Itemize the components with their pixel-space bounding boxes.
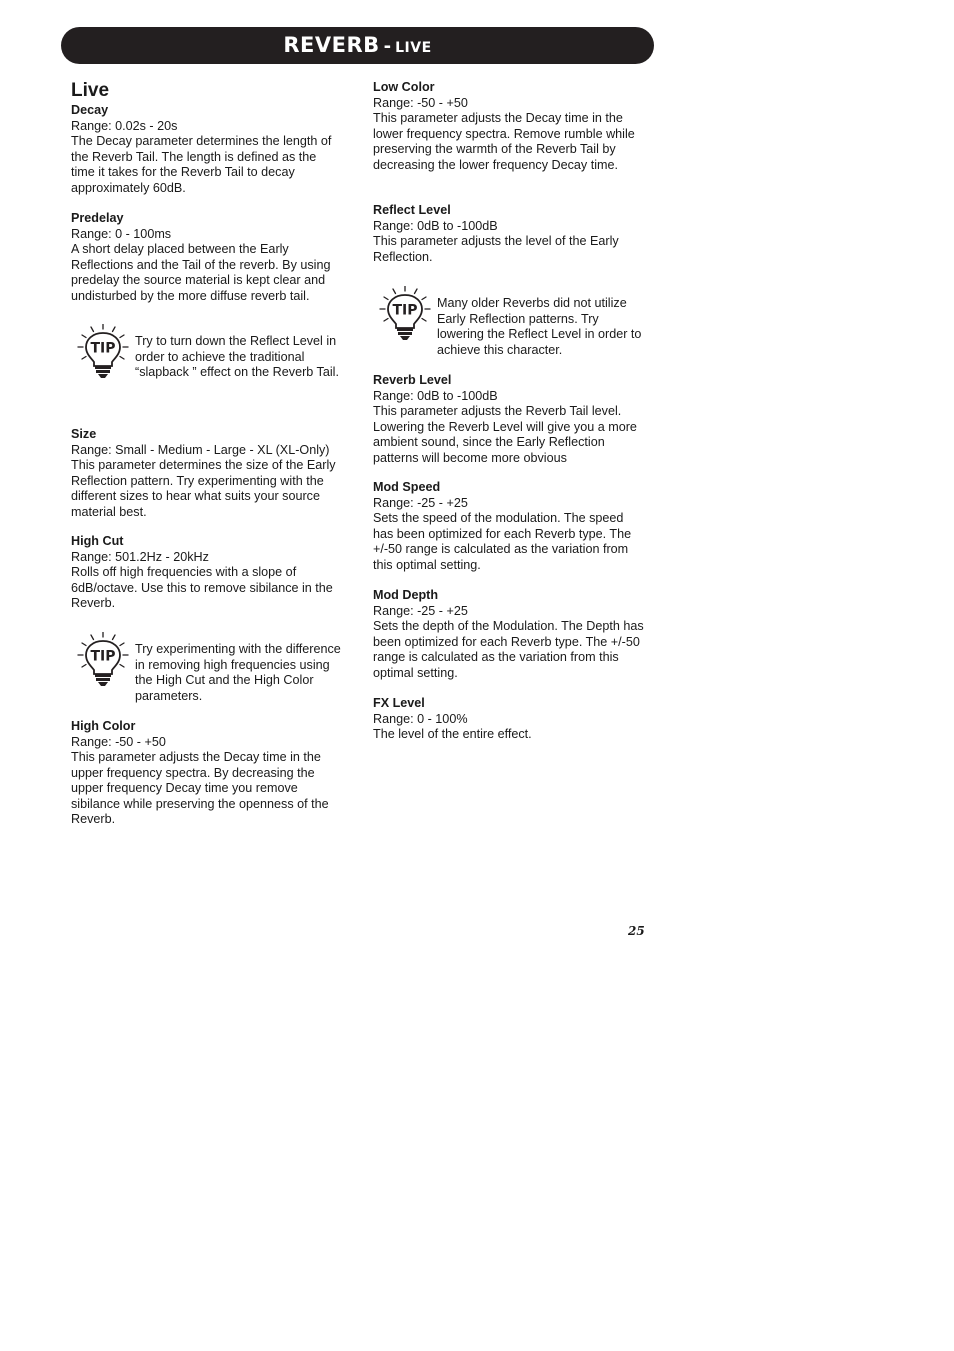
header-title: REVERB <box>283 33 380 57</box>
param-range: Range: -25 - +25 <box>373 495 468 510</box>
param-description: Sets the speed of the modulation. The speed has been optimized for each Reverb type. The +/-50 range is calculated as the variation from this optimal setting. <box>373 511 632 572</box>
param-mod-depth <box>373 588 645 681</box>
param-reverb-level <box>373 373 645 466</box>
param-high-color <box>71 719 343 828</box>
param-heading: Mod Speed <box>373 480 441 494</box>
param-heading: Predelay <box>71 211 124 225</box>
param-range: Range: 0dB to -100dB <box>373 388 498 403</box>
param-range: Range: -50 - +50 <box>373 95 468 110</box>
param-description: This parameter adjusts the Decay time in the upper frequency spectra. By decreasing the upper frequency Decay time you remove sibilance while preserving the openness of the Reverb. <box>71 750 329 826</box>
param-fx-level <box>373 696 645 743</box>
param-description: This parameter adjusts the Decay time in the lower frequency spectra. Remove rumble while preserving the warmth of the Reverb Tail by decreasing the lower frequency Decay time. <box>373 111 635 172</box>
tip-bulb-icon <box>375 286 435 346</box>
param-description: This parameter adjusts the level of the Early Reflection. <box>373 234 619 264</box>
tip-text: Try to turn down the Reflect Level in order to achieve the traditional “slapback ” effect on the Reverb Tail. <box>135 334 339 379</box>
param-high-cut <box>71 534 343 612</box>
param-range: Range: -25 - +25 <box>373 603 468 618</box>
param-heading: Reverb Level <box>373 373 452 387</box>
param-heading: Reflect Level <box>373 203 451 217</box>
param-range: Range: 501.2Hz - 20kHz <box>71 549 209 564</box>
tip-bulb-icon <box>73 324 133 384</box>
param-heading: FX Level <box>373 696 425 710</box>
param-range: Range: 0 - 100ms <box>71 226 172 241</box>
param-description: A short delay placed between the Early Reflections and the Tail of the reverb. By using predelay the source material is kept clear and undisturbed by the more diffuse reverb tail. <box>71 242 331 303</box>
param-description: The level of the entire effect. <box>373 727 532 741</box>
param-description: Sets the depth of the Modulation. The Depth has been optimized for each Reverb type. The +/-50 range is calculated as the variation from this optimal setting. <box>373 619 644 680</box>
param-description: Rolls off high frequencies with a slope of 6dB/octave. Use this to remove sibilance in the Reverb. <box>71 565 333 610</box>
param-range: Range: 0dB to -100dB <box>373 218 498 233</box>
param-predelay <box>71 211 343 304</box>
param-heading: Mod Depth <box>373 588 439 602</box>
page-number: 25 <box>628 924 645 938</box>
param-range: Range: -50 - +50 <box>71 734 166 749</box>
param-decay <box>71 103 343 196</box>
param-heading: Decay <box>71 103 109 117</box>
param-mod-speed <box>373 480 645 573</box>
tip-icon-label: TIP <box>90 648 116 665</box>
param-reflect-level <box>373 203 645 265</box>
param-heading: High Cut <box>71 534 124 548</box>
param-range: Range: 0.02s - 20s <box>71 118 178 133</box>
page-header-bar <box>61 27 654 64</box>
header-dash: - <box>383 36 392 57</box>
tip-text: Many older Reverbs did not utilize Early Reflection patterns. Try lowering the Reflect Level in order to achieve this character. <box>437 296 642 357</box>
param-range: Range: 0 - 100% <box>373 711 468 726</box>
section-title: Live <box>71 80 110 101</box>
tip-icon-label: TIP <box>90 340 116 357</box>
param-low-color <box>373 80 645 173</box>
param-description: This parameter determines the size of the Early Reflection pattern. Try experimenting with the different sizes to hear what suits your source material best. <box>71 458 336 519</box>
header-subtitle: LIVE <box>395 40 432 56</box>
param-heading: Size <box>71 427 97 441</box>
param-description: This parameter adjusts the Reverb Tail level. Lowering the Reverb Level will give you a more ambient sound, since the Early Reflection patterns will become more obvious <box>373 404 637 465</box>
tip-icon-label: TIP <box>392 302 418 319</box>
param-heading: High Color <box>71 719 136 733</box>
param-range: Range: Small - Medium - Large - XL (XL-Only) <box>71 442 330 457</box>
param-heading: Low Color <box>373 80 435 94</box>
param-size <box>71 427 343 520</box>
tip-text: Try experimenting with the difference in removing high frequencies using the High Cut and the High Color parameters. <box>135 642 341 703</box>
tip-bulb-icon <box>73 632 133 692</box>
param-description: The Decay parameter determines the length of the Reverb Tail. The length is defined as the time it takes for the Reverb Tail to decay approximately 60dB. <box>71 134 332 195</box>
